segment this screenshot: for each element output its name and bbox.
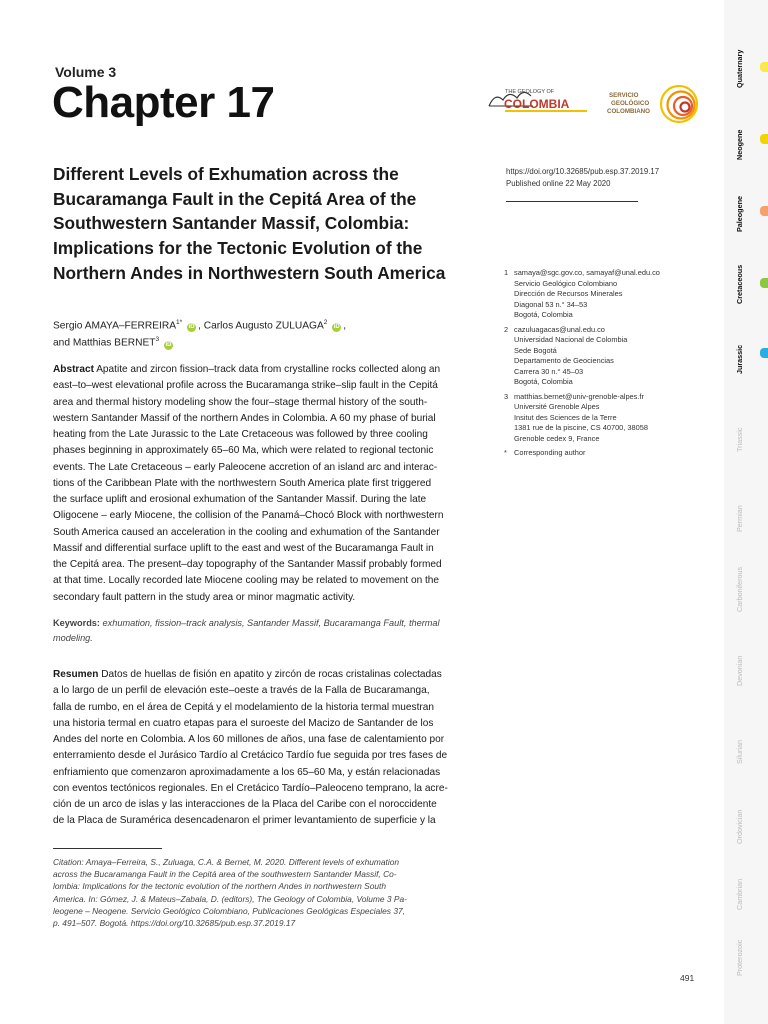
article-title <box>53 162 493 286</box>
title-line: Implications for the Tectonic Evolution of the <box>53 238 423 259</box>
affiliation-line: Servicio Geológico Colombiano <box>514 278 618 288</box>
resumen-line: de la Placa de Suramérica desencadenaron el primer levantamiento de superficie y la <box>53 815 436 827</box>
logo-right-line2: GEOLÓGICO <box>611 100 650 107</box>
citation-line: lombia: Implications for the tectonic evolution of the northern Andes in northwestern South <box>53 881 387 892</box>
abstract-line: the Cepitá area. The present–day topography of the Santander Massif probably formed <box>53 559 442 570</box>
orcid-icon[interactable]: iD <box>188 324 195 331</box>
period-color-swatch <box>760 348 768 358</box>
affiliation-line: Dirección de Recursos Minerales <box>514 289 623 299</box>
abstract-line: secondary fault pattern in the study area or minor magmatic activity. <box>53 591 356 603</box>
period-tab-jurassic[interactable]: Jurassic <box>735 344 744 374</box>
resumen-line: una historia termal en cuatro etapas para el suroeste del Macizo de Santander de los <box>53 717 434 729</box>
period-tab-cretaceous[interactable]: Cretaceous <box>735 264 744 304</box>
period-color-swatch <box>760 206 768 216</box>
resumen-line: enterramiento desde el Jurásico Tardío al Cretácico Tardío fue seguida por tres fases de <box>53 750 448 762</box>
abstract-line: South America caused an acceleration in the cooling and exhumation of the Santander <box>53 526 440 538</box>
abstract-line: phases beginning in approximately 65–60 Ma, which were related to regional tectonic <box>53 445 434 457</box>
affiliation-line: Grenoble cedex 9, France <box>514 433 600 443</box>
resumen-line: ción de un arco de islas y las interacciones de la Placa del Caribe con el noroccidente <box>53 799 437 810</box>
citation-line: Citation: Amaya–Ferreira, S., Zuluaga, C.A. & Bernet, M. 2020. Different levels of exhumation <box>53 857 400 867</box>
affiliation-line: Université Grenoble Alpes <box>514 402 600 412</box>
doi-block <box>506 166 659 189</box>
affiliation-line: Diagonal 53 n.° 34–53 <box>514 299 588 309</box>
title-line: Northern Andes in Northwestern South America <box>53 262 446 283</box>
resumen-line: enfriamiento que comenzaron aproximadamente a los 65–60 Ma, y están relacionadas <box>53 766 441 778</box>
period-tab-neogene[interactable]: Neogene <box>735 129 744 160</box>
affiliations <box>504 268 704 463</box>
author-superscript: 1* <box>176 319 183 326</box>
period-color-swatch <box>760 134 768 144</box>
period-tab-devonian[interactable]: Devonian <box>735 655 744 686</box>
period-color-swatch <box>760 278 768 288</box>
affiliation-email[interactable]: cazuluagacas@unal.edu.co <box>514 324 605 334</box>
abstract-line: heating from the Late Jurassic to the Late Cretaceous was followed by three cooling <box>53 429 428 440</box>
affiliation-line: Bogotá, Colombia <box>514 310 573 320</box>
keywords-text: modeling. <box>53 633 93 644</box>
abstract-line: tions of the Caribbean Plate with the northwestern South America plate first triggered <box>53 477 432 489</box>
period-color-swatch <box>760 62 768 72</box>
abstract-line: at that time. Locally recorded late Miocene cooling may be related to movement on the <box>53 575 440 587</box>
affiliation-line: Bogotá, Colombia <box>514 377 573 387</box>
affiliation-number: 1 <box>504 268 509 277</box>
title-line: Different Levels of Exhumation across the <box>53 164 399 184</box>
abstract-line: Apatite and zircon fission–track data from crystalline rocks collected along an <box>96 364 441 375</box>
published-date: Published online 22 May 2020 <box>506 178 611 188</box>
affiliation-item <box>504 325 704 388</box>
author-superscript: 2 <box>323 319 328 326</box>
affiliation-line: Sede Bogotá <box>514 345 557 355</box>
affiliation-item <box>504 448 704 459</box>
doi-divider <box>506 201 638 202</box>
author-list: Sergio AMAYA–$FERREIRA^{1*}$ iD , Carlos Augusto ZULUAGA$^2$ iD , and Matthias BERNET$^3$ iD <box>53 319 347 349</box>
affiliation-number: 2 <box>504 324 509 334</box>
resumen-line: Datos de huellas de fisión en apatito y zircón de rocas cristalinas colectadas <box>101 669 442 680</box>
keywords-label: Keywords: <box>53 618 100 628</box>
abstract-section <box>53 362 490 606</box>
citation-line: America. In: Gómez, J. & Mateus–Zabala, D. (editors), The Geology of Colombia, Volume 3 Pa- <box>53 893 407 904</box>
author-name: Carlos Augusto ZULUAGA <box>203 320 324 332</box>
period-tab-carboniferous[interactable]: Carboniferous <box>735 566 744 612</box>
abstract-line: Massif and differential surface uplift to the east and west of the Bucaramanga Fault in <box>53 542 434 554</box>
author-name: and Matthias BERNET <box>53 337 156 349</box>
affiliation-item <box>504 268 704 321</box>
citation-line: leogene – Neogene. Servicio Geológico Colombiano, Publicaciones Geológicas Especiales 37, <box>53 905 405 916</box>
volume-label: Volume 3 <box>55 64 117 80</box>
resumen-line: Andes del norte en Colombia. A los 60 millones de años, una fase de calentamiento por <box>53 734 445 745</box>
keywords-section <box>53 616 490 646</box>
sgc-spiral-icon <box>661 86 697 122</box>
affiliation-number: * <box>504 448 507 458</box>
affiliation-line: Corresponding author <box>514 448 586 458</box>
resumen-line: falla de rumbo, en el área de Cepitá y el modelamiento de la historia termal muestran <box>53 701 434 713</box>
period-tab-silurian[interactable]: Silurian <box>735 740 744 764</box>
author-name: Sergio AMAYA–FERREIRA <box>53 320 177 332</box>
abstract-label: Abstract <box>53 364 94 375</box>
keywords-text: exhumation, fission–track analysis, Santander Massif, Bucaramanga Fault, thermal <box>102 618 440 628</box>
affiliation-item <box>504 392 704 445</box>
affiliation-line: 1381 rue de la piscine, CS 40700, 38058 <box>514 423 648 433</box>
affiliation-line: Universidad Nacional de Colombia <box>514 335 628 345</box>
abstract-line: Oligocene – early Miocene, the collision of the Panamá–Chocó Block with northwestern <box>53 510 444 522</box>
logos <box>487 82 702 126</box>
period-tab-triassic[interactable]: Triassic <box>735 427 744 452</box>
period-tab-ordovician[interactable]: Ordovician <box>735 809 744 844</box>
title-line: Southwestern Santander Massif, Colombia: <box>53 213 410 234</box>
citation-line: p. 491–507. Bogotá. https://doi.org/10.32685/pub.esp.37.2019.17 <box>53 917 296 928</box>
geologic-period-sidebar <box>724 0 768 1024</box>
period-tab-quaternary[interactable]: Quaternary <box>735 49 744 88</box>
affiliation-email[interactable]: matthias.bernet@univ-grenoble-alpes.fr <box>514 391 644 401</box>
citation-block <box>53 856 490 929</box>
resumen-section <box>53 667 490 830</box>
geology-of-colombia-logo <box>487 82 702 126</box>
affiliation-line: Insitut des Sciences de la Terre <box>514 412 617 422</box>
affiliation-email[interactable]: samaya@sgc.gov.co, samayaf@unal.edu.co <box>514 268 660 277</box>
logo-right-line1: SERVICIO <box>609 92 639 99</box>
abstract-line: western Santander Massif of the northern Andes in Colombia. A 60 my phase of burial <box>53 412 436 424</box>
abstract-line: the surface uplift and erosional exhumation of the Santander Massif. During the late <box>53 494 427 505</box>
abstract-line: events. The Late Cretaceous – early Paleocene accretion of an island arc and interac- <box>53 461 438 473</box>
affiliation-number: 3 <box>504 391 509 401</box>
title-line: Bucaramanga Fault in the Cepitá Area of the <box>53 188 417 209</box>
period-tab-proterozoic[interactable]: Proterozoic <box>735 939 744 976</box>
affiliation-line: Carrera 30 n.° 45–03 <box>514 366 584 376</box>
resumen-label: Resumen <box>53 669 99 680</box>
logo-left-line2: COLOMBIA <box>504 97 570 111</box>
author-superscript: 3 <box>155 336 160 344</box>
period-tab-permian[interactable]: Permian <box>735 505 744 532</box>
logo-right-line3: COLOMBIANO <box>607 108 650 115</box>
abstract-line: area and thermal history modeling show the four–stage thermal history of the south- <box>53 396 428 408</box>
orcid-icon[interactable]: iD <box>333 324 340 331</box>
abstract-line: east–to–west elevational profile across the Bucaramanga strike–slip fault in the Cepitá <box>53 380 438 392</box>
doi-link[interactable]: https://doi.org/10.32685/pub.esp.37.2019.17 <box>506 167 660 176</box>
affiliation-line: Departamento de Geociencias <box>514 356 614 366</box>
period-tab-paleogene[interactable]: Paleogene <box>735 196 744 232</box>
period-tab-cambrian[interactable]: Cambrian <box>735 878 744 910</box>
citation-line: across the Bucaramanga Fault in the Cepitá area of the southwestern Santander Massif, Co- <box>53 869 397 880</box>
chapter-heading: Chapter 17 <box>52 78 275 127</box>
page-number: 491 <box>680 973 695 983</box>
resumen-line: a lo largo de un perfil de elevación este–oeste a través de la Falla de Bucaramanga, <box>53 685 430 697</box>
orcid-icon[interactable]: iD <box>165 341 172 348</box>
citation-divider <box>53 848 162 849</box>
resumen-line: con eventos tectónicos regionales. En el Cretácico Tardío–Paleoceno temprano, la acre- <box>53 782 448 794</box>
logo-left-line1: THE GEOLOGY OF <box>505 89 555 95</box>
